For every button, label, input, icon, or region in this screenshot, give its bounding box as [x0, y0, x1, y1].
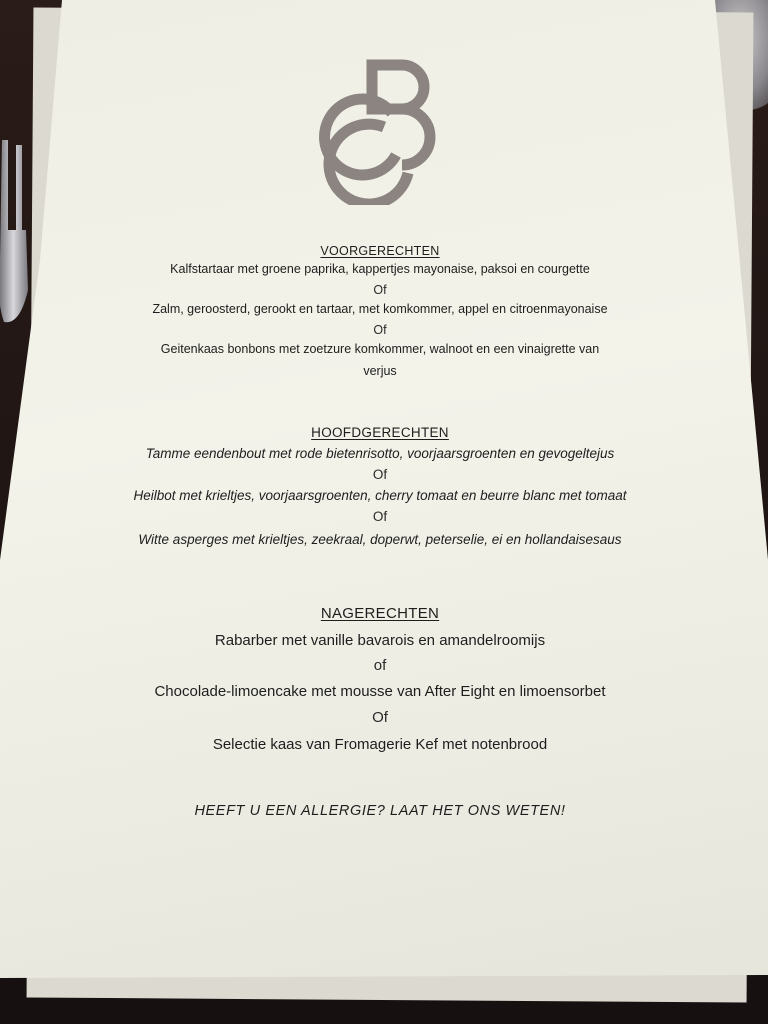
menu-separator: Of: [372, 709, 388, 726]
menu-item: Selectie kaas van Fromagerie Kef met notenbrood: [212, 736, 548, 753]
allergy-notice: HEEFT U EEN ALLERGIE? LAAT HET ONS WETEN!: [194, 803, 566, 819]
menu-item-continuation: verjus: [363, 364, 397, 378]
section-heading-nagerechten: NAGERECHTEN: [320, 605, 440, 622]
menu-separator: of: [373, 657, 387, 674]
menu-separator: Of: [372, 467, 388, 482]
menu-item: Chocolade-limoencake met mousse van After Eight en limoensorbet: [154, 683, 606, 700]
section-heading-hoofdgerechten: HOOFDGERECHTEN: [311, 425, 449, 440]
menu-item: Geitenkaas bonbons met zoetzure komkommer, walnoot en een vinaigrette van: [160, 342, 600, 356]
menu-separator: Of: [373, 323, 387, 337]
menu-item: Zalm, geroosterd, gerookt en tartaar, met komkommer, appel en citroenmayonaise: [152, 302, 608, 316]
menu-item: Tamme eendenbout met rode bietenrisotto, voorjaarsgroenten en gevogeltejus: [145, 446, 615, 461]
menu-separator: Of: [373, 283, 387, 297]
menu-separator: Of: [372, 509, 388, 524]
section-heading-voorgerechten: VOORGERECHTEN: [320, 244, 440, 258]
menu-item: Heilbot met krieltjes, voorjaarsgroenten, cherry tomaat en beurre blanc met tomaat: [133, 488, 627, 503]
menu-item: Witte asperges met krieltjes, zeekraal, doperwt, peterselie, ei en hollandaisesaus: [138, 532, 622, 547]
menu-item: Kalfstartaar met groene paprika, kappertjes mayonaise, paksoi en courgette: [170, 262, 590, 276]
menu-item: Rabarber met vanille bavarois en amandelroomijs: [214, 632, 546, 649]
cbc-logo-icon: [300, 55, 460, 205]
